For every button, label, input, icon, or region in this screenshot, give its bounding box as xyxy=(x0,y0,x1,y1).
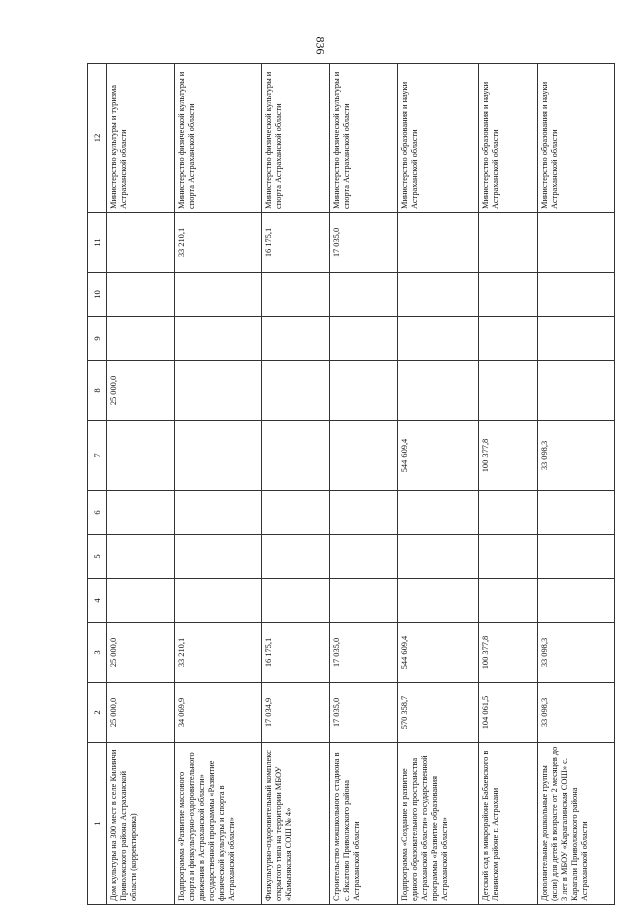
total-cost-cell: 17 034,9 xyxy=(262,683,330,743)
value-cell xyxy=(330,421,398,491)
value-cell xyxy=(330,361,398,421)
value-cell xyxy=(107,491,175,535)
column-header: 3 xyxy=(88,623,107,683)
value-cell xyxy=(538,273,615,317)
total-cost-cell: 34 069,9 xyxy=(175,683,262,743)
value-cell xyxy=(330,317,398,361)
amount-cell: 100 377,8 xyxy=(478,623,538,683)
value-cell xyxy=(175,421,262,491)
column-header: 11 xyxy=(88,213,107,273)
value-cell xyxy=(262,421,330,491)
value-cell xyxy=(330,273,398,317)
total-cost-cell: 104 061,5 xyxy=(478,683,538,743)
value-cell: 33 098,3 xyxy=(538,421,615,491)
value-cell xyxy=(478,491,538,535)
value-cell xyxy=(398,579,479,623)
value-cell xyxy=(107,535,175,579)
value-cell: 544 609,4 xyxy=(398,421,479,491)
value-cell xyxy=(262,491,330,535)
amount-cell: 25 000,0 xyxy=(107,623,175,683)
column-header: 9 xyxy=(88,317,107,361)
total-cost-cell: 570 358,7 xyxy=(398,683,479,743)
value-cell xyxy=(175,535,262,579)
value-cell xyxy=(538,213,615,273)
value-cell xyxy=(398,361,479,421)
value-cell xyxy=(478,579,538,623)
value-cell xyxy=(398,317,479,361)
responsible-org-cell: Министерство образования и науки Астраханской области xyxy=(538,64,615,213)
column-header: 8 xyxy=(88,361,107,421)
value-cell xyxy=(175,273,262,317)
table-row xyxy=(398,64,479,905)
financing-table xyxy=(87,63,615,905)
table-row xyxy=(262,64,330,905)
value-cell xyxy=(478,361,538,421)
value-cell xyxy=(398,213,479,273)
responsible-org-cell: Министерство физической культуры и спорта Астраханской области xyxy=(175,64,262,213)
amount-cell: 16 175,1 xyxy=(262,623,330,683)
value-cell xyxy=(538,317,615,361)
column-header: 2 xyxy=(88,683,107,743)
value-cell xyxy=(478,213,538,273)
value-cell xyxy=(175,317,262,361)
value-cell xyxy=(478,317,538,361)
value-cell: 100 377,8 xyxy=(478,421,538,491)
column-header: 6 xyxy=(88,491,107,535)
value-cell xyxy=(538,491,615,535)
value-cell xyxy=(107,579,175,623)
object-name-cell: Детский сад в микрорайоне Бабаевского в Ленинском районе г. Астрахани xyxy=(478,743,538,905)
value-cell: 33 210,1 xyxy=(175,213,262,273)
value-cell: 25 000,0 xyxy=(107,361,175,421)
value-cell xyxy=(107,273,175,317)
responsible-org-cell: Министерство образования и науки Астраханской области xyxy=(398,64,479,213)
object-name-cell: Физкультурно-оздоровительный комплекс открытого типа на территории МБОУ «Камызякская СОШ № 4» xyxy=(262,743,330,905)
responsible-org-cell: Министерство физической культуры и спорта Астраханской области xyxy=(330,64,398,213)
value-cell xyxy=(175,361,262,421)
column-header: 12 xyxy=(88,64,107,213)
column-header: 7 xyxy=(88,421,107,491)
table-row xyxy=(107,64,175,905)
value-cell xyxy=(478,273,538,317)
total-cost-cell: 33 098,3 xyxy=(538,683,615,743)
value-cell xyxy=(538,535,615,579)
responsible-org-cell: Министерство культуры и туризма Астраханской области xyxy=(107,64,175,213)
value-cell xyxy=(107,421,175,491)
value-cell xyxy=(262,535,330,579)
amount-cell: 544 609,4 xyxy=(398,623,479,683)
object-name-cell: Дом культуры на 300 мест в селе Килинчи Приволжского района Астраханской области (корректировка) xyxy=(107,743,175,905)
value-cell xyxy=(262,317,330,361)
value-cell xyxy=(398,491,479,535)
table-row xyxy=(175,64,262,905)
value-cell xyxy=(175,491,262,535)
column-header: 5 xyxy=(88,535,107,579)
value-cell: 17 035,0 xyxy=(330,213,398,273)
value-cell xyxy=(330,491,398,535)
column-header: 4 xyxy=(88,579,107,623)
total-cost-cell: 25 000,0 xyxy=(107,683,175,743)
value-cell xyxy=(262,361,330,421)
amount-cell: 33 098,3 xyxy=(538,623,615,683)
object-name-cell: Подпрограмма «Создание и развитие единого образовательного пространства Астраханской области» государственной программы «Развитие образования Астраханской области» xyxy=(398,743,479,905)
amount-cell: 17 035,0 xyxy=(330,623,398,683)
rotated-table-frame xyxy=(87,64,615,905)
page-number: 836 xyxy=(313,36,327,55)
header-row xyxy=(88,64,107,905)
value-cell xyxy=(262,579,330,623)
value-cell xyxy=(107,317,175,361)
value-cell xyxy=(538,579,615,623)
table-container xyxy=(87,64,615,905)
object-name-cell: Дополнительные дошкольные группы (ясли) для детей в возрасте от 2 месяцев до 3 лет в МБОУ «Карагалинская СОШ» с. Карагали Приволжского района Астраханской области xyxy=(538,743,615,905)
value-cell xyxy=(262,273,330,317)
object-name-cell: Строительство межшкольного стадиона в с. Яксатово Приволжского района Астраханской области xyxy=(330,743,398,905)
value-cell xyxy=(478,535,538,579)
value-cell xyxy=(398,535,479,579)
value-cell xyxy=(107,213,175,273)
responsible-org-cell: Министерство физической культуры и спорта Астраханской области xyxy=(262,64,330,213)
value-cell xyxy=(330,579,398,623)
value-cell xyxy=(330,535,398,579)
table-row xyxy=(330,64,398,905)
responsible-org-cell: Министерство образования и науки Астраханской области xyxy=(478,64,538,213)
table-row xyxy=(478,64,538,905)
value-cell xyxy=(398,273,479,317)
table-row xyxy=(538,64,615,905)
column-header: 1 xyxy=(88,743,107,905)
total-cost-cell: 17 035,0 xyxy=(330,683,398,743)
amount-cell: 33 210,1 xyxy=(175,623,262,683)
value-cell xyxy=(175,579,262,623)
value-cell xyxy=(538,361,615,421)
value-cell: 16 175,1 xyxy=(262,213,330,273)
object-name-cell: Подпрограмма «Развитие массового спорта и физкультурно-оздоровительного движения в Астраханской области» государственной программы «Развитие физической культуры и спорта в Астраханской области» xyxy=(175,743,262,905)
column-header: 10 xyxy=(88,273,107,317)
